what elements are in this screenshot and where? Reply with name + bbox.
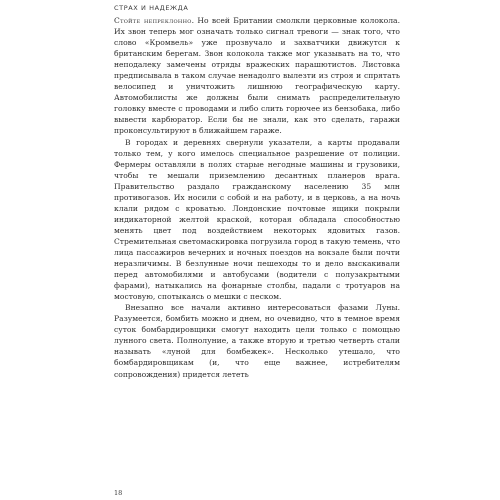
paragraph-1 xyxy=(114,15,400,137)
paragraph-lead: Стойте непреклонно xyxy=(114,16,192,25)
body-text xyxy=(114,15,400,380)
page-number: 18 xyxy=(114,489,123,497)
paragraph-3: Внезапно все начали активно интересоваться фазами Луны. Разумеется, бомбить можно и днем, но очевидно, что в темное время суток бомбардировщики смогут находить цели только с помощью лунного света. Полнолуние, а также вторую и третью четверть стали называть «луной для бомбежек». Несколько утешало, что бомбардировщикам (и, что еще важнее, истребителям сопровождения) придется лететь xyxy=(114,303,400,379)
paragraph-2: В городах и деревнях свернули указатели, а карты продавали только тем, у кого имелось специальное разрешение от полиции. Фермеры оставляли в полях старые негодные машины и грузовики, чтобы те мешали приземлению десантных планеров врага. Правительство раздало гражданскому населению 35 млн противогазов. Их носили с собой и на работу, и в церковь, а на ночь клали рядом с кроватью. Лондонские почтовые ящики покрыли индикаторной желтой краской, которая обладала способностью менять цвет под воздействием некоторых ядовитых газов. Стремительная светомаскировка погрузила город в такую темень, что лица пассажиров вечерних и ночных поездов на вокзале были почти неразличимы. В безлунные ночи пешеходы то и дело выскакивали перед автомобилями и автобусами (водители с полузакрытыми фарами), натыкались на фонарные столбы, падали с тротуаров на мостовую, спотыкаясь о мешки с песком. xyxy=(114,137,401,302)
running-head: СТРАХ И НАДЕЖДА xyxy=(114,4,189,12)
paragraph-1-text: . Но всей Британии смолкли церковные колокола. Их звон теперь мог означать только сигнал тревоги — знак того, что слово «Кромвель» уже прозвучало и захватчики движутся к британским берегам. Звон колокола также мог указывать на то, что неподалеку замечены отряды вражеских парашютистов. Листовка предписывала в таком случае ненадолго вылезти из строя и спрятать велосипед и уничтожить лишнюю географическую карту. Автомобилисты же должны были снимать распределительную головку вместе с проводами и либо слить горючее из бензобака, либо вывести карбюратор. Если бы не знали, как это сделать, гаражи проконсультируют в ближайшем гараже. xyxy=(114,16,400,136)
